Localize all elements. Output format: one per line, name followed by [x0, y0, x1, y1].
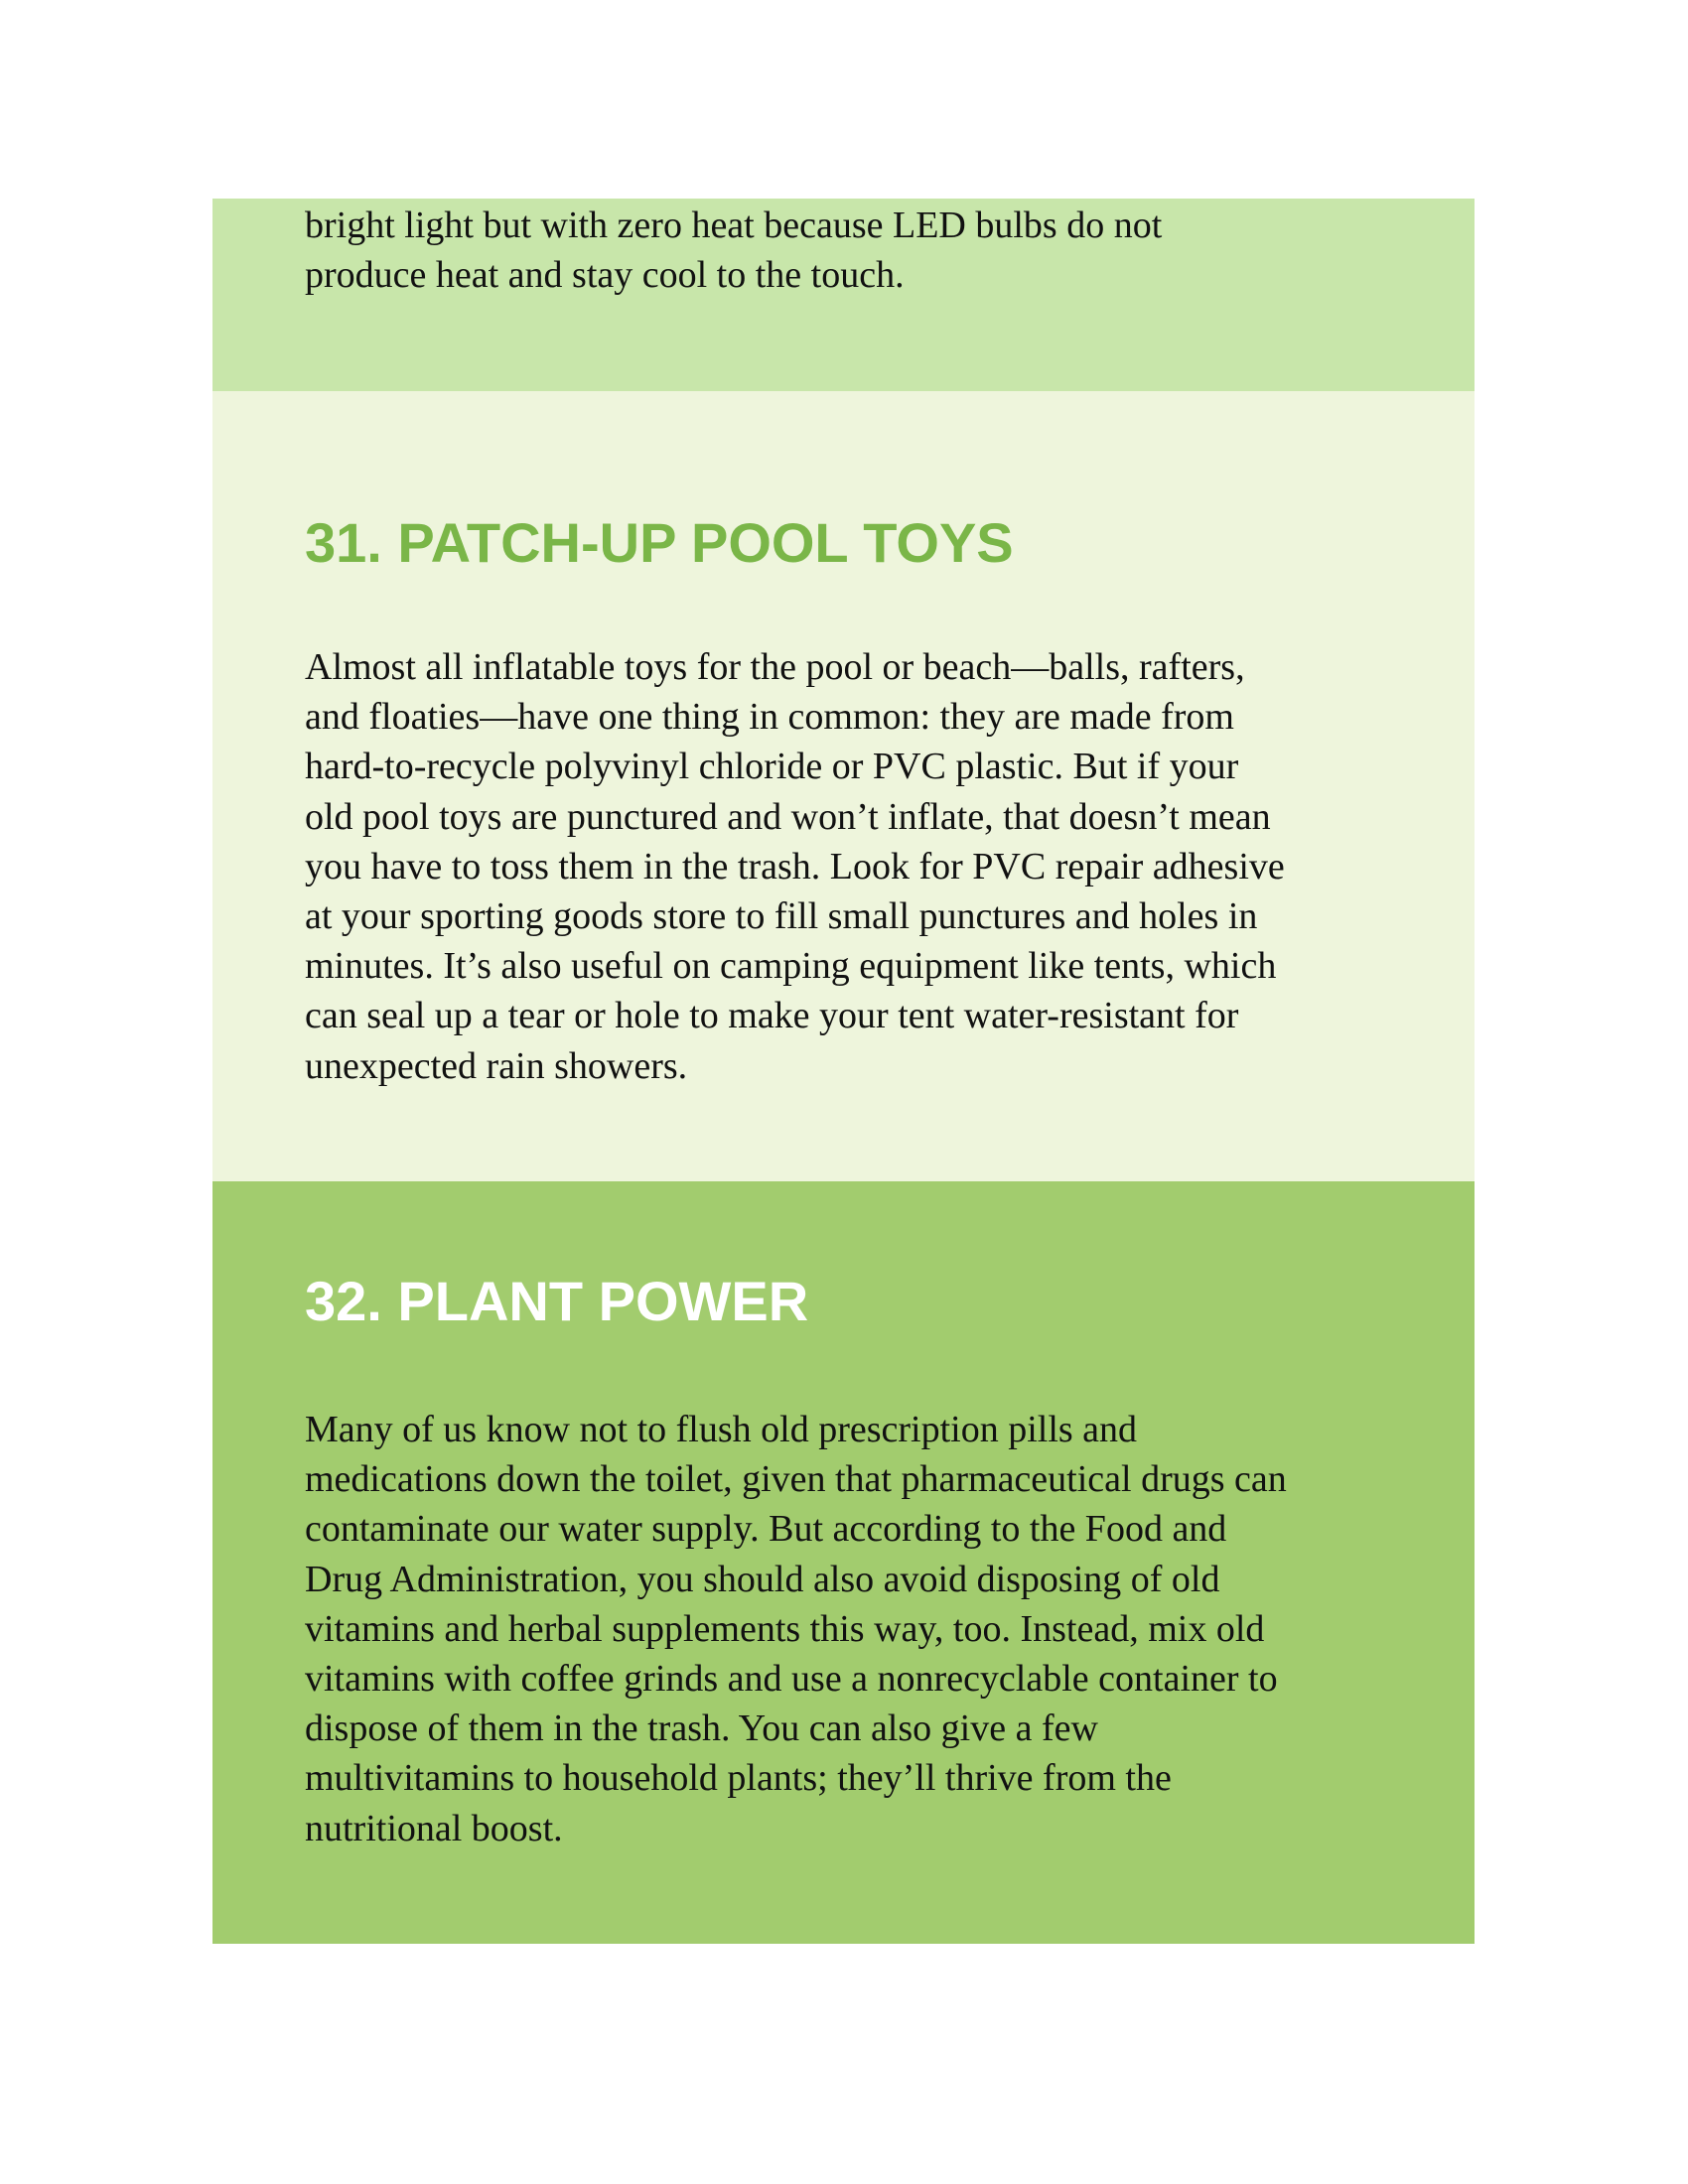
- tip-31-section: [212, 391, 1475, 1181]
- tip-31-paragraph: Almost all inflatable toys for the pool or beach—balls, rafters, and floaties—have one thing in common: they are made from hard-to-recycle polyvinyl chloride or PVC plastic. But if your old pool toys are punctured and won’t inflate, that doesn’t mean you have to toss them in the trash. Look for PVC repair adhesive at your sporting goods store to fill small punctures and holes in minutes. It’s also useful on camping equipment like tents, which can seal up a tear or hole to make your tent water-resistant for unexpected rain showers.: [305, 646, 1285, 1087]
- tip-32-heading: 32. PLANT POWER: [305, 1270, 809, 1332]
- tip-32-paragraph: Many of us know not to flush old prescription pills and medications down the toilet, given that pharmaceutical drugs can contaminate our water supply. But according to the Food and Drug Administration, you should also avoid disposing of old vitamins and herbal supplements this way, too. Instead, mix old vitamins with coffee grinds and use a nonrecyclable container to dispose of them in the trash. You can also give a few multivitamins to household plants; they’ll thrive from the nutritional boost.: [305, 1409, 1287, 1849]
- tip-32-section: [212, 1181, 1475, 1944]
- continuation-paragraph: bright light but with zero heat because LED bulbs do not produce heat and stay cool to the touch.: [305, 205, 1163, 297]
- tip-31-heading: 31. PATCH-UP POOL TOYS: [305, 511, 1014, 574]
- continuation-section: [212, 199, 1475, 391]
